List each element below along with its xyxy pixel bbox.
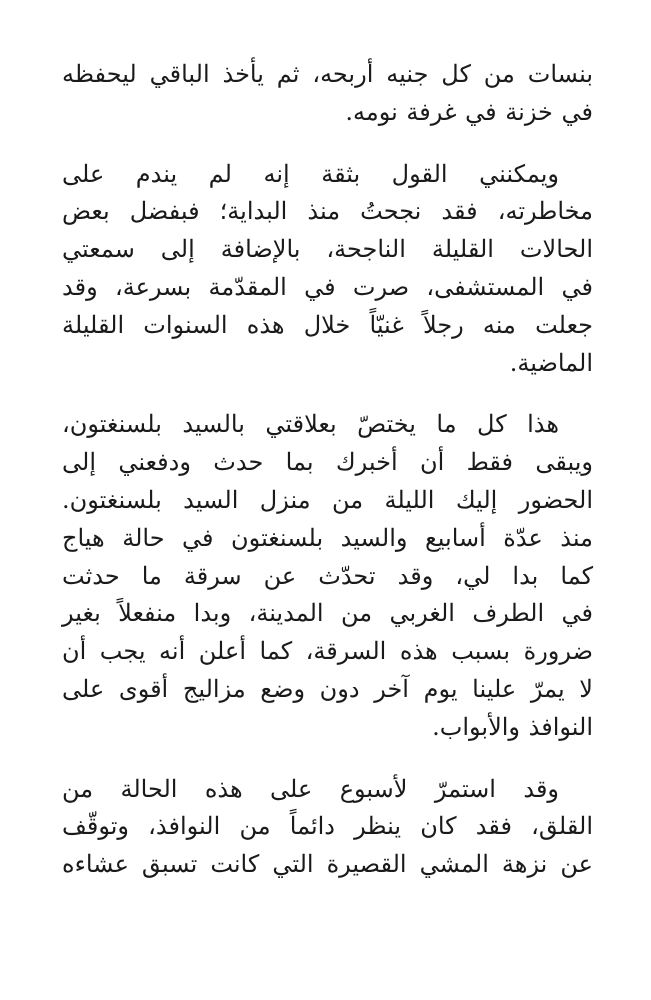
text-line: منذ عدّة أسابيع والسيد بلسنغتون في حالة هياج bbox=[62, 523, 593, 552]
text-line: في خزنة في غرفة نومه. bbox=[345, 97, 593, 126]
paragraph-4 bbox=[62, 771, 593, 884]
text-line: وقد استمرّ لأسبوع على هذه الحالة من bbox=[62, 774, 559, 803]
text-line: ضرورة بسبب هذه السرقة، كما أعلن أنه يجب أن bbox=[62, 637, 593, 666]
text-line: مخاطرته، فقد نجحتُ منذ البداية؛ فبفضل بعض bbox=[62, 197, 593, 226]
text-line: لا يمرّ علينا يوم آخر دون وضع مزاليج أقوى على bbox=[62, 674, 593, 703]
text-line: الماضية. bbox=[509, 348, 593, 377]
paragraph-3 bbox=[62, 406, 593, 746]
text-line: الحالات القليلة الناجحة، بالإضافة إلى سمعتي bbox=[62, 235, 593, 264]
text-line: ويمكنني القول بثقة إنه لم يندم على bbox=[62, 159, 559, 188]
text-line: الحضور إليك الليلة من منزل السيد بلسنغتون. bbox=[62, 485, 593, 514]
text-line: النوافذ والأبواب. bbox=[432, 712, 593, 741]
text-line: عن نزهة المشي القصيرة التي كانت تسبق عشاءه bbox=[62, 850, 593, 879]
paragraph-2 bbox=[62, 156, 593, 383]
text-line: القلق، فقد كان ينظر دائماً من النوافذ، وتوقّف bbox=[62, 812, 593, 841]
text-line: جعلت منه رجلاً غنيّاً خلال هذه السنوات القليلة bbox=[62, 310, 593, 339]
text-line: بنسات من كل جنيه أربحه، ثم يأخذ الباقي ليحفظه bbox=[62, 60, 593, 88]
paragraph-1 bbox=[62, 56, 593, 132]
text-line: في الطرف الغربي من المدينة، وبدا منفعلاً بغير bbox=[62, 599, 593, 628]
text-line: في المستشفى، صرت في المقدّمة بسرعة، وقد bbox=[62, 272, 593, 301]
text-line: هذا كل ما يختصّ بعلاقتي بالسيد بلسنغتون، bbox=[62, 410, 559, 439]
text-line: ويبقى فقط أن أخبرك بما حدث ودفعني إلى bbox=[62, 448, 593, 477]
text-line: كما بدا لي، وقد تحدّث عن سرقة ما حدثت bbox=[62, 561, 593, 590]
